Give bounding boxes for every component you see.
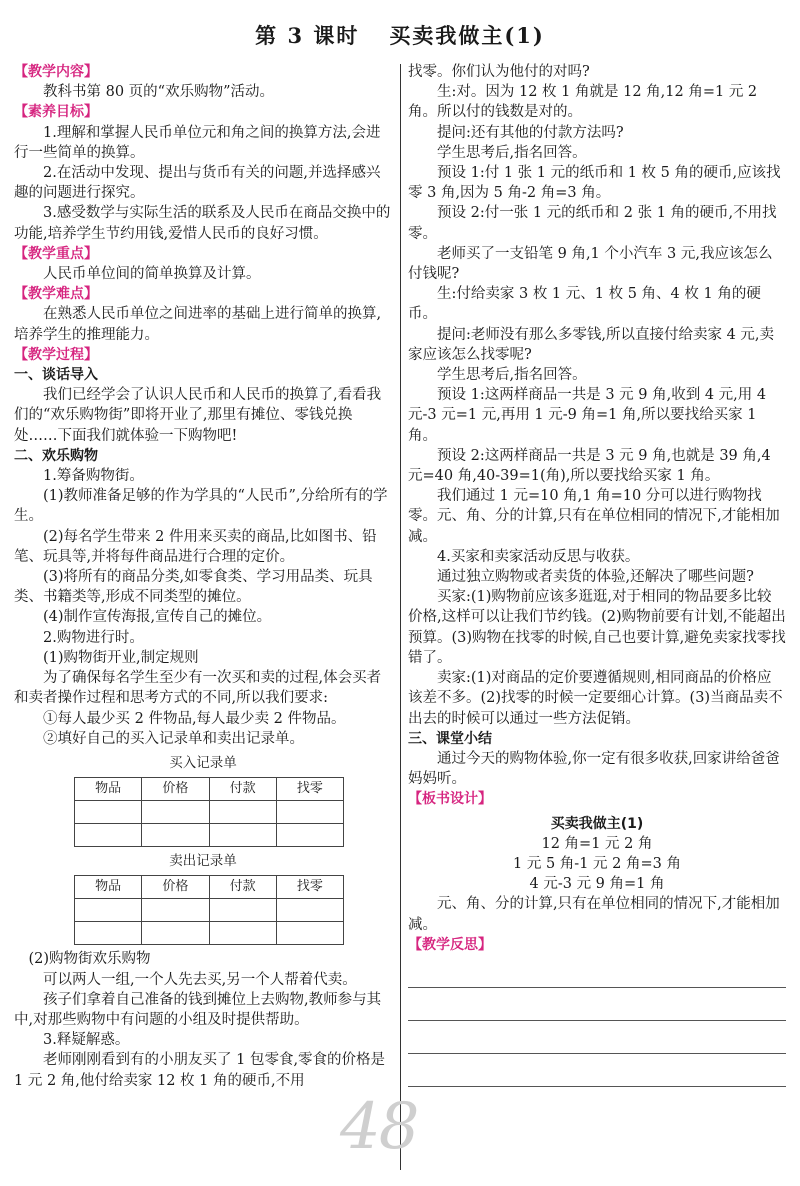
lesson-number: 第 3 课时	[255, 23, 360, 48]
reflection-writing-area[interactable]	[408, 987, 786, 1087]
right-para-1: 生:对。因为 12 枚 1 角就是 12 角,12 角=1 元 2 角。所以付的钱数是对的。	[408, 84, 758, 121]
key-text: 人民币单位间的简单换算及计算。	[43, 266, 261, 283]
section-1-heading: 一、谈话导入	[14, 367, 98, 384]
header-price: 价格	[142, 876, 209, 899]
process-tag: 【教学过程】	[14, 346, 98, 363]
right-para-16: 卖家:(1)对商品的定价要遵循规则,相同商品的价格应该差不多。(2)找零的时候一定要细心计算。(3)当商品卖不出去的时候可以通过一些方法促销。	[408, 670, 783, 727]
prep-item-2: (2)每名学生带来 2 件用来买卖的商品,比如图书、铅笔、玩具等,并将每件商品进行合理的定价。	[14, 528, 377, 565]
content-text: 教科书第 80 页的“欢乐购物”活动。	[43, 84, 274, 101]
doubt-text: 老师刚刚看到有的小朋友买了 1 包零食,零食的价格是 1 元 2 角,他付给卖家 12 枚 1 角的硬币,不用	[14, 1052, 386, 1089]
table-cell[interactable]	[142, 899, 209, 922]
board-note: 元、角、分的计算,只有在单位相同的情况下,才能相加减。	[408, 896, 780, 933]
right-para-15: 买家:(1)购物前应该多逛逛,对于相同的物品要多比较价格,这样可以让我们节约钱。(2)购物前要有计划,不能超出预算。(3)购物在找零的时候,自己也要计算,避免卖家找零找错了。	[408, 589, 786, 666]
goal-2: 2.在活动中发现、提出与货币有关的问题,并选择感兴趣的问题进行探究。	[14, 165, 381, 202]
sell-record-caption: 卖出记录单	[169, 853, 237, 870]
right-para-6: 老师买了一支铅笔 9 角,1 个小汽车 3 元,我应该怎么付钱呢?	[408, 245, 773, 283]
right-para-3: 学生思考后,指名回答。	[437, 144, 587, 161]
header-payment: 付款	[209, 876, 276, 899]
board-title: 买卖我做主(1)	[550, 815, 644, 832]
header-price: 价格	[142, 778, 209, 801]
board-tag: 【板书设计】	[408, 791, 492, 808]
difficulty-text: 在熟悉人民币单位之间进率的基础上进行简单的换算,培养学生的推理能力。	[14, 306, 382, 343]
writing-line	[408, 987, 786, 988]
table-cell[interactable]	[75, 899, 142, 922]
writing-line	[408, 1053, 786, 1054]
prep-item-3: (3)将所有的商品分类,如零食类、学习用品类、玩具类、书籍类等,形成不同类型的摊位。	[14, 569, 373, 606]
right-para-8: 提问:老师没有那么多零钱,所以直接付给卖家 4 元,卖家应该怎么找零呢?	[408, 326, 775, 363]
rule-1: ①每人最少买 2 件物品,每人最少卖 2 件物品。	[43, 710, 346, 727]
table-row	[75, 922, 344, 945]
right-para-10: 预设 1:这两样商品一共是 3 元 9 角,收到 4 元,用 4 元-3 元=1 元,再用 1 元-9 角=1 角,所以要找给买家 1 角。	[408, 387, 767, 444]
right-para-7: 生:付给卖家 3 枚 1 元、1 枚 5 角、4 枚 1 角的硬币。	[408, 286, 761, 323]
table-cell[interactable]	[209, 922, 276, 945]
right-para-2: 提问:还有其他的付款方法吗?	[437, 124, 624, 141]
right-para-4: 预设 1:付 1 张 1 元的纸币和 1 枚 5 角的硬币,应该找零 3 角,因为 5 角-2 角=3 角。	[408, 165, 781, 202]
board-line-3: 4 元-3 元 9 角=1 角	[529, 876, 665, 893]
header-change: 找零	[276, 876, 343, 899]
open-text: 为了确保每名学生至少有一次买和卖的过程,体会买者和卖者操作过程和思考方式的不同,所以我们要求:	[14, 670, 382, 707]
table-row	[75, 899, 344, 922]
board-line-1: 12 角=1 元 2 角	[541, 835, 653, 852]
right-para-9: 学生思考后,指名回答。	[437, 367, 587, 384]
lesson-name: 买卖我做主(1)	[389, 23, 545, 48]
table-header-row	[75, 876, 344, 899]
right-para-14: 通过独立购物或者卖货的体验,还解决了哪些问题?	[437, 569, 754, 586]
writing-line	[408, 1086, 786, 1087]
table-cell[interactable]	[276, 801, 343, 824]
table-cell[interactable]	[276, 824, 343, 847]
board-line-2: 1 元 5 角-1 元 2 角=3 角	[513, 855, 681, 872]
table-cell[interactable]	[142, 824, 209, 847]
prep-item-1: (1)教师准备足够的作为学具的“人民币”,分给所有的学生。	[14, 488, 388, 525]
section-2-heading: 二、欢乐购物	[14, 447, 98, 464]
table-cell[interactable]	[142, 801, 209, 824]
buy-record-table	[74, 777, 344, 847]
table-cell[interactable]	[209, 899, 276, 922]
header-item: 物品	[75, 876, 142, 899]
left-column	[14, 62, 392, 1091]
right-para-5: 预设 2:付一张 1 元的纸币和 2 张 1 角的硬币,不用找零。	[408, 205, 777, 242]
prep-heading: 1.筹备购物街。	[43, 468, 144, 485]
section-3-text: 通过今天的购物体验,你一定有很多收获,回家讲给爸爸妈妈听。	[408, 750, 780, 788]
table-cell[interactable]	[209, 824, 276, 847]
key-tag: 【教学重点】	[14, 245, 98, 262]
happy-heading: (2)购物街欢乐购物	[28, 951, 151, 968]
table-cell[interactable]	[209, 801, 276, 824]
table-cell[interactable]	[276, 899, 343, 922]
table-row	[75, 824, 344, 847]
continued-text: 找零。你们认为他付的对吗?	[408, 64, 590, 80]
happy-text-1: 可以两人一组,一个人先去买,另一个人帮着代卖。	[43, 971, 357, 988]
table-cell[interactable]	[75, 922, 142, 945]
right-para-12: 我们通过 1 元=10 角,1 角=10 分可以进行购物找零。元、角、分的计算,只有在单位相同的情况下,才能相加减。	[408, 488, 780, 545]
table-cell[interactable]	[142, 922, 209, 945]
prep-item-4: (4)制作宣传海报,宣传自己的摊位。	[43, 609, 272, 626]
sell-record-table	[74, 875, 344, 945]
right-para-11: 预设 2:这两样商品一共是 3 元 9 角,也就是 39 角,4 元=40 角,40-39=1(角),所以要找给买家 1 角。	[408, 447, 771, 485]
section-3-heading: 三、课堂小结	[408, 730, 492, 747]
table-header-row	[75, 778, 344, 801]
table-cell[interactable]	[276, 922, 343, 945]
right-column	[408, 62, 786, 1087]
header-change: 找零	[276, 778, 343, 801]
difficulty-tag: 【教学难点】	[14, 286, 98, 303]
header-item: 物品	[75, 778, 142, 801]
page-title	[0, 20, 800, 50]
buy-record-caption: 买入记录单	[169, 754, 237, 771]
happy-text-2: 孩子们拿着自己准备的钱到摊位上去购物,教师参与其中,对那些购物中有问题的小组及时提供帮助。	[14, 991, 382, 1028]
doubt-heading: 3.释疑解惑。	[43, 1032, 130, 1049]
rule-2: ②填好自己的买入记录单和卖出记录单。	[43, 730, 304, 747]
goals-tag: 【素养目标】	[14, 104, 98, 121]
page-number: 48	[340, 1090, 418, 1164]
goal-3: 3.感受数学与实际生活的联系及人民币在商品交换中的功能,培养学生节约用钱,爱惜人民币的良好习惯。	[14, 205, 391, 242]
writing-line	[408, 1020, 786, 1021]
content-tag: 【教学内容】	[14, 64, 98, 80]
reflection-tag: 【教学反思】	[408, 936, 492, 953]
table-row	[75, 801, 344, 824]
table-cell[interactable]	[75, 801, 142, 824]
header-payment: 付款	[209, 778, 276, 801]
open-heading: (1)购物街开业,制定规则	[43, 649, 199, 666]
table-cell[interactable]	[75, 824, 142, 847]
goal-1: 1.理解和掌握人民币单位元和角之间的换算方法,会进行一些简单的换算。	[14, 124, 381, 161]
run-heading: 2.购物进行时。	[43, 629, 144, 646]
section-1-text: 我们已经学会了认识人民币和人民币的换算了,看看我们的“欢乐购物街”即将开业了,那里有摊位、零钱兑换处……下面我们就体验一下购物吧!	[14, 387, 382, 444]
column-divider	[400, 64, 401, 1170]
right-para-13: 4.买家和卖家活动反思与收获。	[437, 548, 640, 565]
